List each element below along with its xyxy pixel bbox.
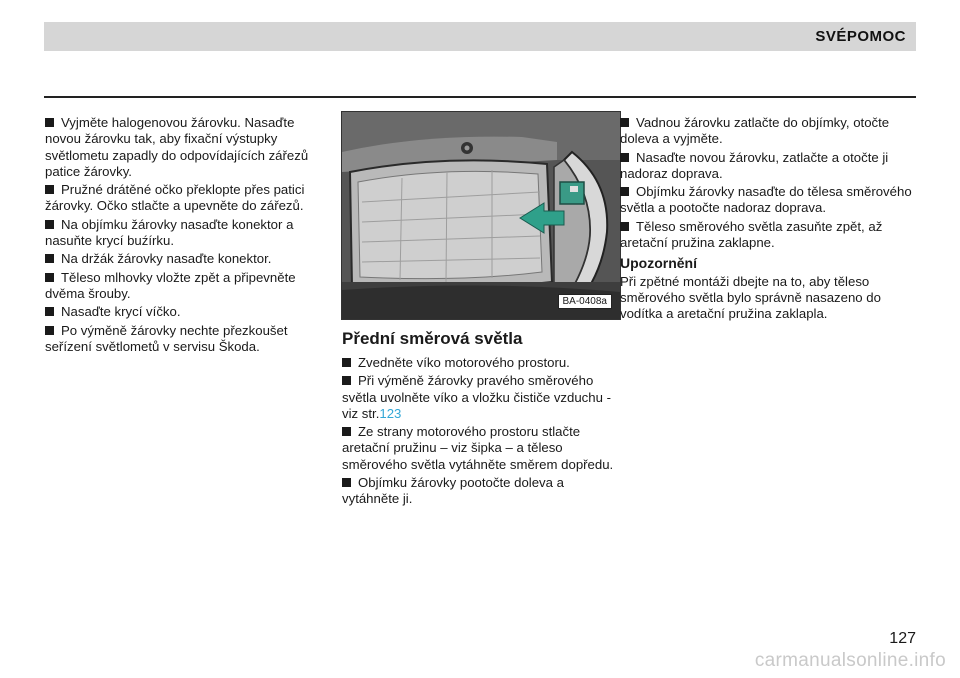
bullet-icon xyxy=(45,220,54,229)
paragraph: Vadnou žárovku zatlačte do objímky, otočte doleva a vyjměte. xyxy=(620,115,890,147)
bullet-icon xyxy=(45,273,54,282)
headlight-illustration xyxy=(341,111,621,320)
notice-text: Při zpětné montáži dbejte na to, aby těleso směrového světla bylo správně nasazeno do vodítka a aretační pružina zaklapla. xyxy=(620,273,881,322)
section-title: Přední směrová světla xyxy=(342,329,523,348)
header-bar xyxy=(44,22,916,51)
bullet-icon xyxy=(342,478,351,487)
bullet-icon xyxy=(620,187,629,196)
paragraph: Po výměně žárovky nechte přezkoušet seřízení světlometů v servisu Škoda. xyxy=(45,322,288,354)
bullet-icon xyxy=(45,185,54,194)
paragraph: Na držák žárovky nasaďte konektor. xyxy=(45,251,322,267)
paragraph: Zvedněte víko motorového prostoru. xyxy=(342,355,619,371)
watermark: carmanualsonline.info xyxy=(754,650,946,671)
left-column xyxy=(45,115,322,357)
notice-title: Upozornění xyxy=(620,255,697,272)
section-header-title: SVÉPOMOC xyxy=(815,28,906,45)
paragraph: Při výměně žárovky pravého směrového světla uvolněte víko a vložku čističe vzduchu -viz str.123 xyxy=(342,373,612,421)
bullet-icon xyxy=(342,427,351,436)
paragraph: Těleso mlhovky vložte zpět a připevněte dvěma šrouby. xyxy=(45,269,296,301)
paragraph: Nasaďte krycí víčko. xyxy=(45,304,322,320)
bullet-icon xyxy=(342,358,351,367)
header-rule xyxy=(44,96,916,98)
right-column xyxy=(620,115,913,325)
paragraph: Nasaďte novou žárovku, zatlačte a otočte ji nadoraz doprava. xyxy=(620,149,889,181)
paragraph: Na objímku žárovky nasaďte konektor a nasuňte krycí buźírku. xyxy=(45,216,294,249)
paragraph: Vyjměte halogenovou žárovku. Nasaďte novou žárovku tak, aby fixační výstupky světlometu zapadly do odpovídajících zářezů patice žárovky. xyxy=(45,115,309,179)
bullet-icon xyxy=(45,254,54,263)
bullet-icon xyxy=(45,118,54,127)
middle-column xyxy=(342,329,619,510)
paragraph: Pružné drátěné očko překlopte přes patici žárovky. Očko stlačte a upevněte do zářezů. xyxy=(45,182,305,214)
page-number: 127 xyxy=(889,630,916,647)
bullet-icon xyxy=(620,118,629,127)
figure-code-label: BA-0408a xyxy=(558,294,612,309)
paragraph: Objímku žárovky nasaďte do tělesa směrového světla a pootočte nadoraz doprava. xyxy=(620,184,912,216)
paragraph: Těleso směrového světla zasuňte zpět, až aretační pružina zaklapne. xyxy=(620,218,883,251)
bullet-icon xyxy=(45,307,54,316)
bullet-icon xyxy=(620,153,629,162)
bullet-icon xyxy=(620,222,629,231)
paragraph: Ze strany motorového prostoru stlačte aretační pružinu – viz šipka – a těleso směrového světla vytáhněte směrem dopředu. xyxy=(342,424,614,472)
bullet-icon xyxy=(342,376,351,385)
headlight-drawing xyxy=(342,112,620,319)
paragraph: Objímku žárovky pootočte doleva a vytáhněte ji. xyxy=(342,475,564,507)
bullet-icon xyxy=(45,326,54,335)
page-reference-link[interactable]: 123 xyxy=(379,405,402,421)
